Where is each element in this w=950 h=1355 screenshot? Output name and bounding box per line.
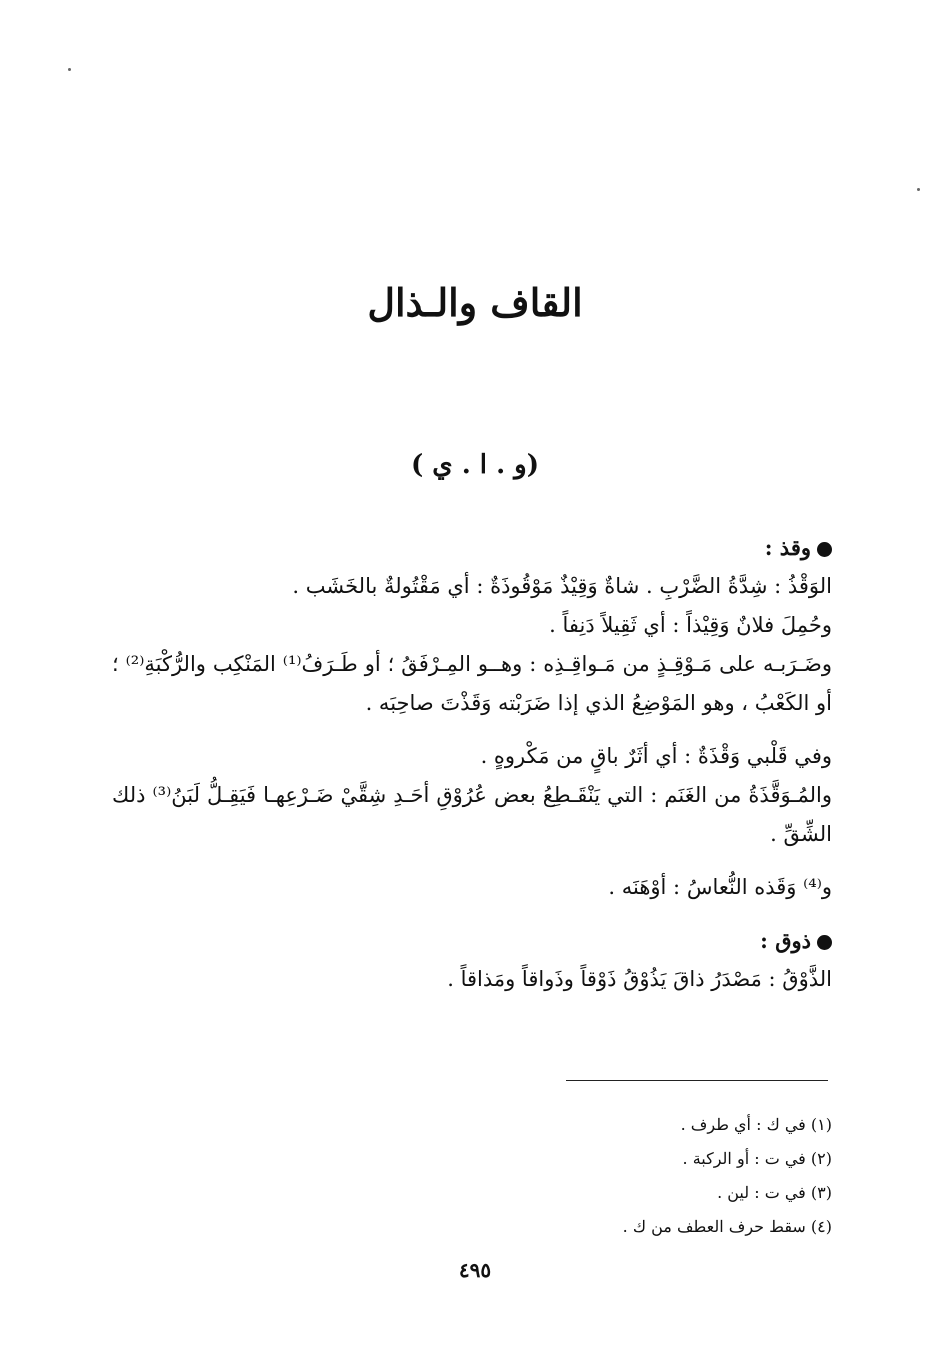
footnote-divider — [566, 1080, 828, 1081]
entry-paragraph: وضَـرَبـه على مَـوْقِـذٍ من مَـواقِـذِه : وهــو المِـرْفَقُ ؛ أو طَـرَفُ⁽¹⁾ المَنْكِب والرُّكْبَةِ⁽²⁾ ؛ أو الكَعْبُ ، وهو المَوْضِعُ الذي إذا ضَرَبْته وَقَذْتَ صاحِبَه . — [112, 652, 832, 715]
scan-speck — [917, 188, 920, 191]
footnote: (٢) في ت : أو الركبة . — [682, 1149, 832, 1168]
chapter-title: القاف والـذال — [367, 280, 583, 325]
entry-head-label: وقذ : — [764, 535, 811, 560]
bullet-icon — [817, 542, 832, 557]
entry-head — [112, 528, 832, 567]
section-title: (و . ا . ي ) — [410, 450, 540, 480]
entry-paragraph: الذَّوْقُ : مَصْدَرُ ذاقَ يَذُوْقُ ذَوْقاً وذَواقاً ومَذاقاً . — [447, 967, 832, 991]
footnote: (٣) في ت : لين . — [717, 1183, 832, 1202]
entry-head-label: ذوق : — [760, 928, 811, 953]
entry-paragraph: الوَقْذُ : شِدَّةُ الضَّرْبِ . شاةٌ وَقِيْذٌ مَوْقُوذَةٌ : أي مَقْتُولةٌ بالخَشَب . — [292, 574, 832, 598]
footnote: (٤) سقط حرف العطف من ك . — [622, 1217, 832, 1236]
entry-paragraph: والمُـوَقَّذَةُ من الغَنَم : التي يَنْقَـطِعُ بعض عُرُوْقِ أحَـدِ شِقَّيْ ضَـرْعِهـا فَيَقِـلُّ لَبَنُ⁽³⁾ ذلك الشِّقِّ . — [112, 783, 833, 846]
entry-paragraph: وحُمِلَ فلانٌ وَقِيْذاً : أي ثَقِيلاً دَنِفاً . — [549, 613, 832, 637]
page-number: ٤٩٥ — [458, 1258, 492, 1282]
entry-paragraph: وفي قَلْبي وَقْذَةٌ : أي أثَرٌ باقٍ من مَكْروهٍ . — [480, 744, 832, 768]
footnote: (١) في ك : أي طرف . — [680, 1115, 832, 1134]
scan-speck — [68, 68, 71, 71]
entry-paragraph: و⁽⁴⁾ وَقَذه النُّعاسُ : أوْهَنَه . — [608, 875, 832, 899]
dictionary-body — [112, 528, 832, 999]
bullet-icon — [817, 935, 832, 950]
entry-head — [112, 921, 832, 960]
footnotes — [623, 1108, 832, 1244]
